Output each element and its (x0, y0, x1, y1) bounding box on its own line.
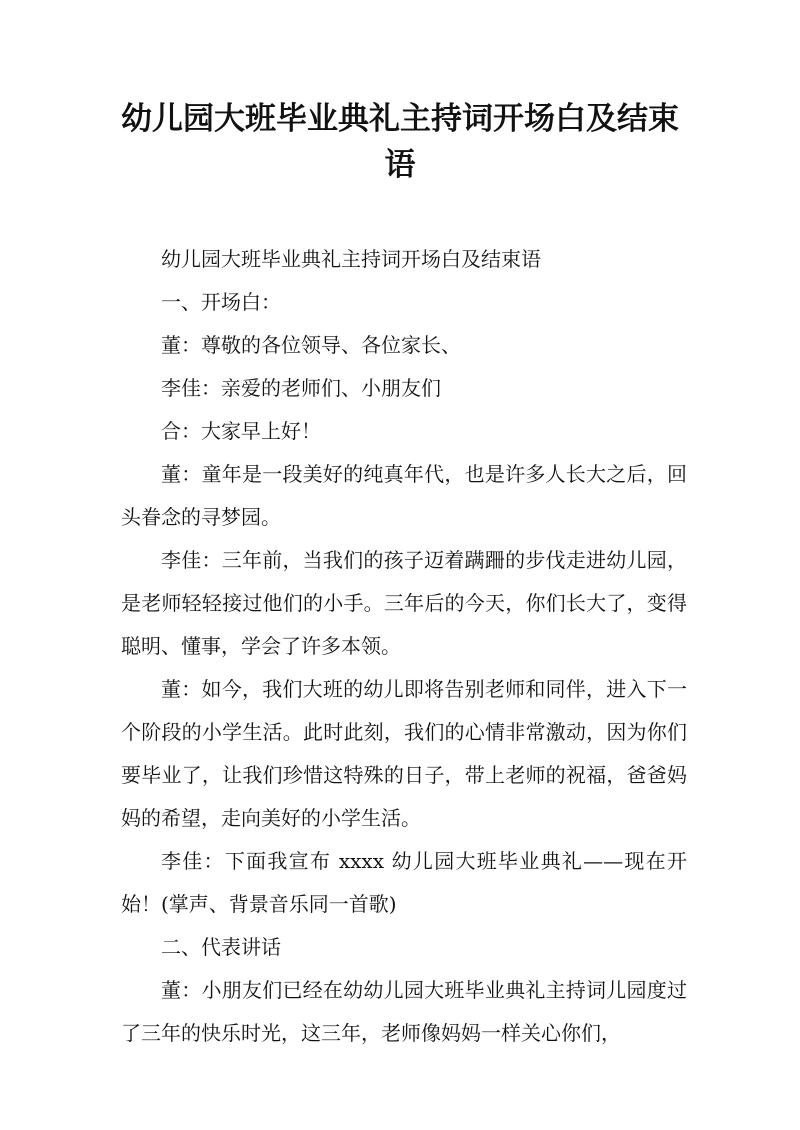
paragraph-lijia-three-years: 李佳：三年前，当我们的孩子迈着蹒跚的步伐走进幼儿园，是老师轻轻接过他们的小手。三年后的今天，你们长大了，变得聪明、懂事，学会了许多本领。 (121, 548, 687, 658)
paragraph-lijia-announcement: 李佳：下面我宣布 xxxx 幼儿园大班毕业典礼——现在开始！(掌声、背景音乐同一首歌) (121, 849, 687, 916)
document-title: 幼儿园大班毕业典礼主持词开场白及结束语 (121, 101, 679, 183)
paragraph-dong-farewell: 董：如今，我们大班的幼儿即将告别老师和同伴，进入下一个阶段的小学生活。此时此刻，我们的心情非常激动，因为你们要毕业了，让我们珍惜这特殊的日子，带上老师的祝福，爸爸妈妈的希望，走向美好的小学生活。 (121, 677, 687, 830)
paragraph-section-speech: 二、代表讲话 (161, 935, 281, 959)
document-body (121, 238, 687, 1055)
paragraph-together-greeting: 合：大家早上好！ (161, 419, 321, 443)
paragraph-dong-greeting: 董：尊敬的各位领导、各位家长、 (161, 333, 461, 357)
paragraph-section-opening: 一、开场白： (161, 290, 281, 314)
paragraph-subtitle: 幼儿园大班毕业典礼主持词开场白及结束语 (161, 247, 541, 271)
paragraph-dong-childhood: 董：童年是一段美好的纯真年代，也是许多人长大之后，回头眷念的寻梦园。 (121, 462, 687, 529)
paragraph-lijia-greeting: 李佳：亲爱的老师们、小朋友们 (161, 376, 441, 400)
paragraph-dong-speech: 董：小朋友们已经在幼幼儿园大班毕业典礼主持词儿园度过了三年的快乐时光，这三年，老师像妈妈一样关心你们， (121, 978, 687, 1045)
